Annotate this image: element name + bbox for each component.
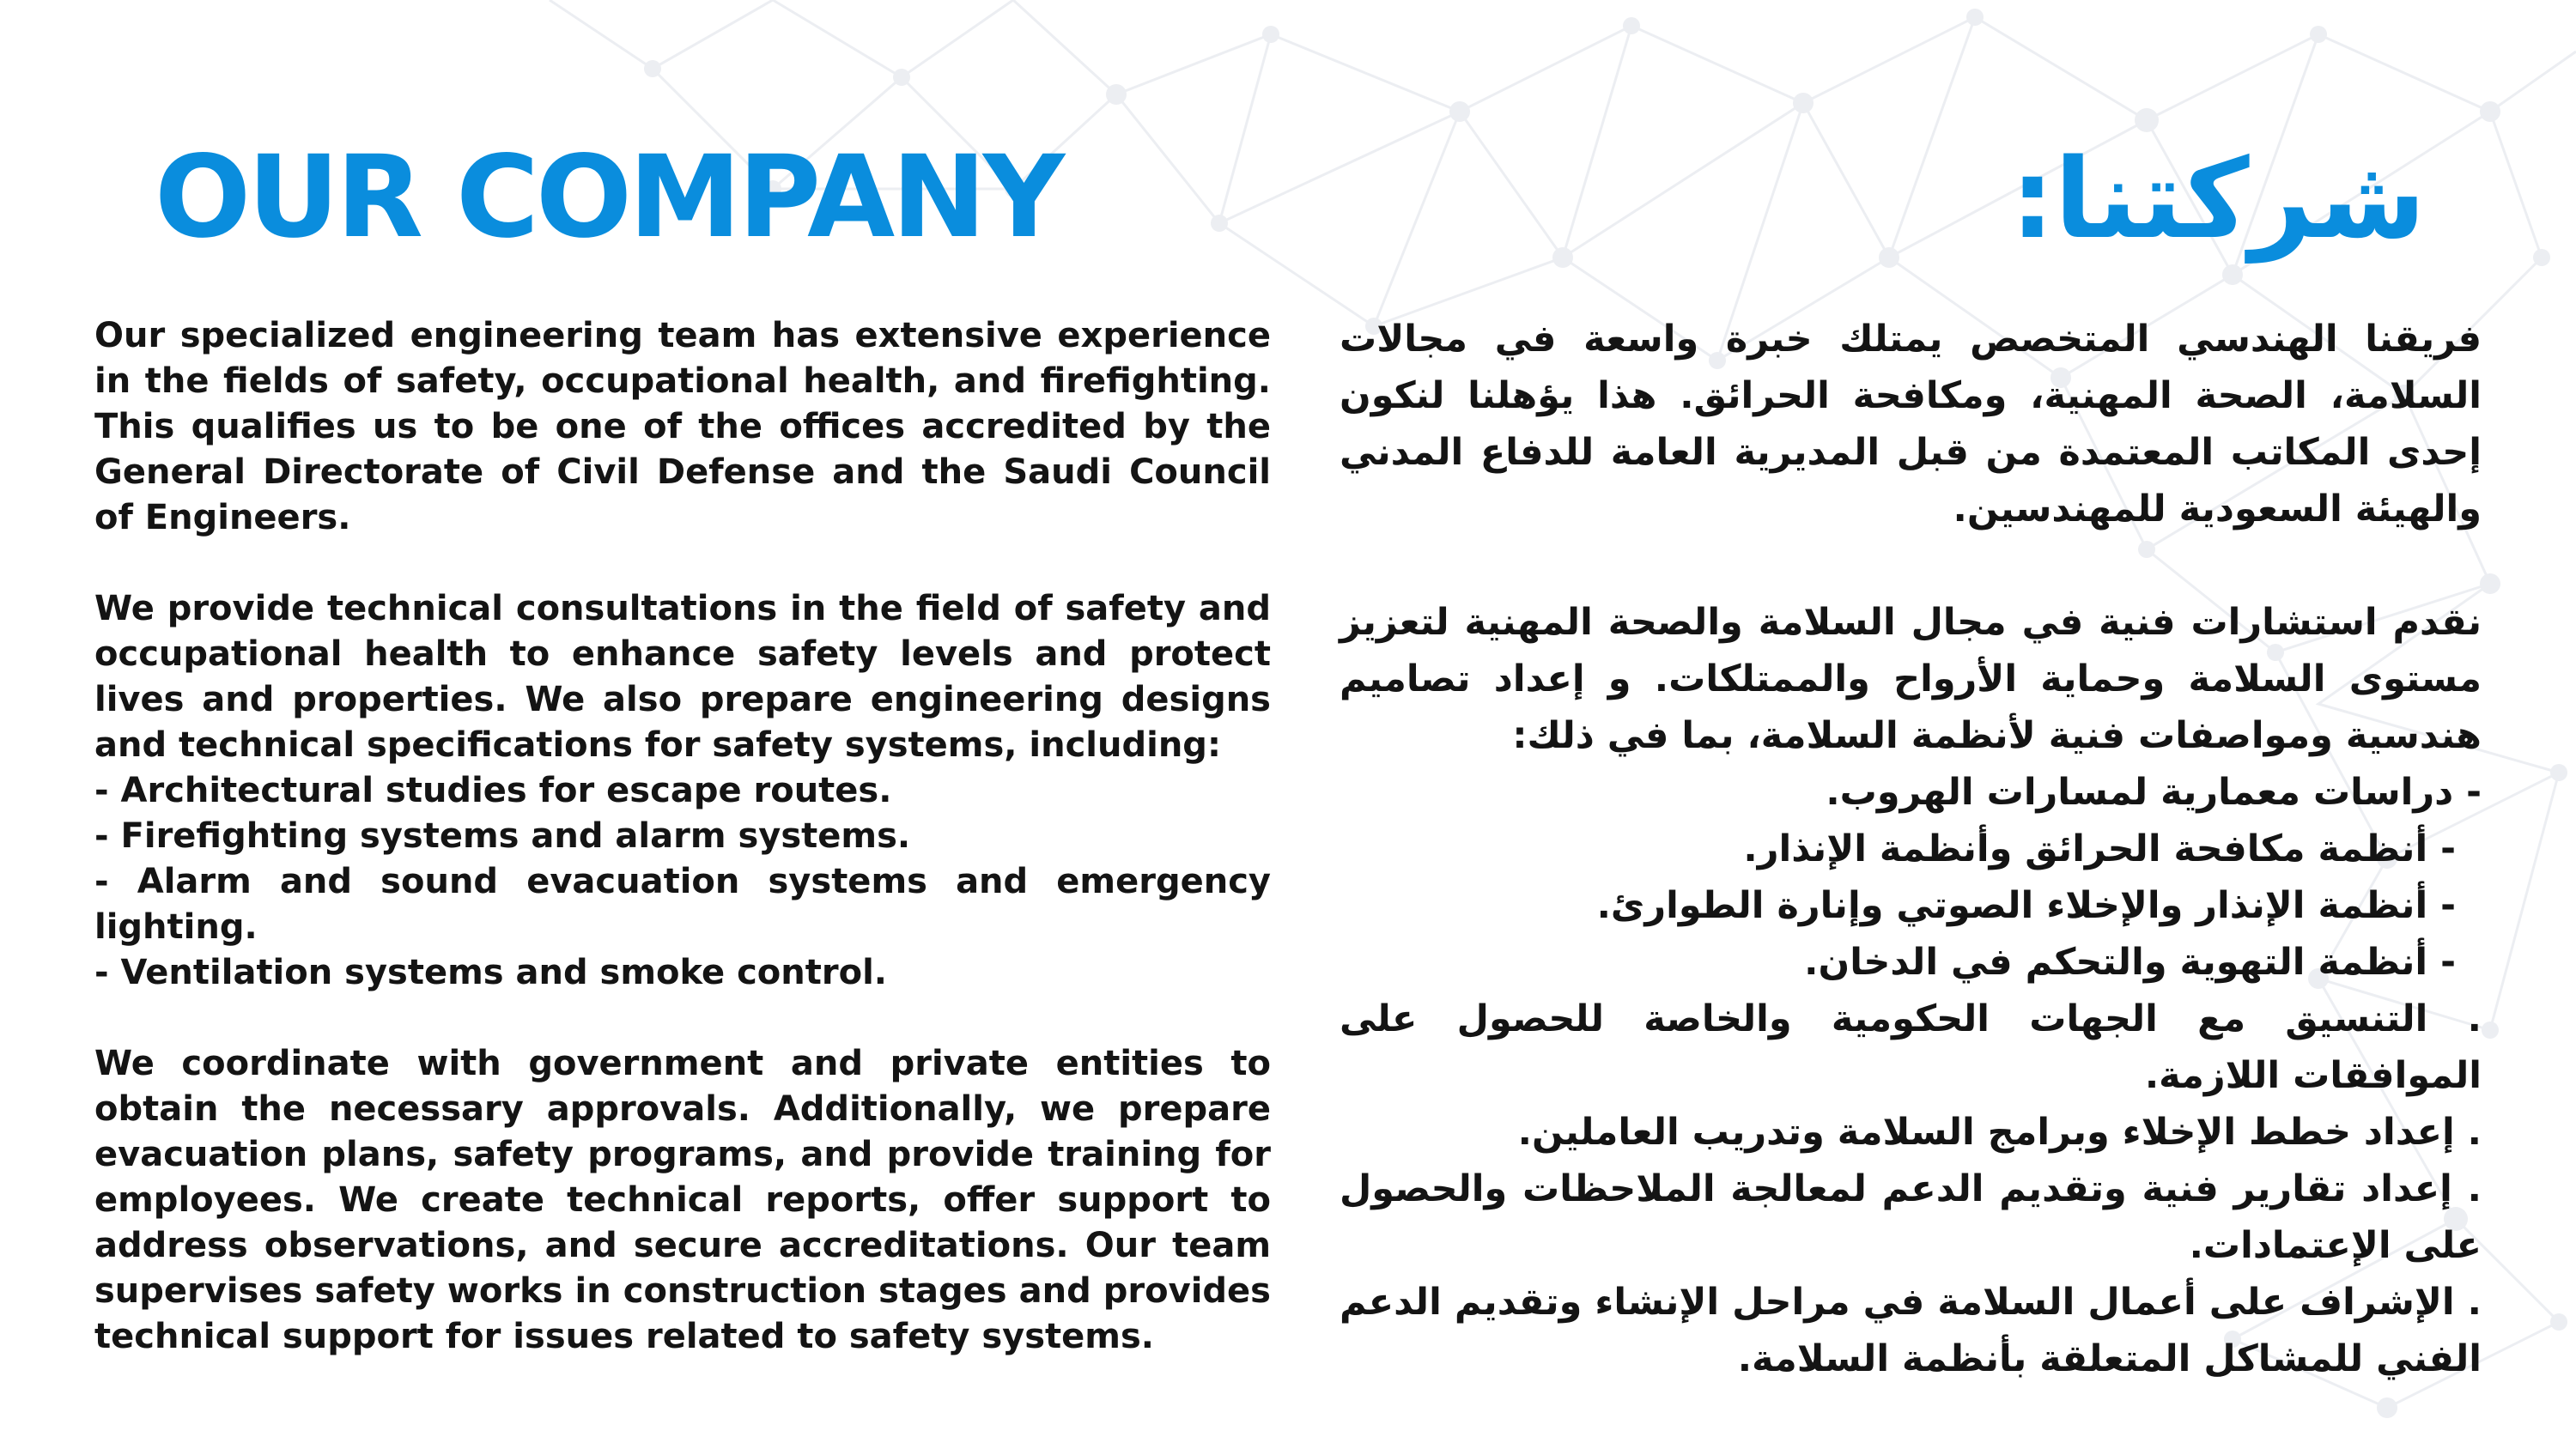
arabic-content-column xyxy=(1340,311,2482,1387)
arabic-point-item: . إعداد خطط الإخلاء وبرامج السلامة وتدريب العاملين. xyxy=(1517,1111,2482,1154)
arabic-intro-paragraph: فريقنا الهندسي المتخصص يمتلك خبرة واسعة في مجالات السلامة، الصحة المهنية، ومكافحة الحرائق. هذا يؤهلنا لنكون إحدى المكاتب المعتمدة من قبل المديرية العامة للدفاع المدني والهيئة السعودية للمهندسين. xyxy=(1340,318,2482,530)
english-service-item: - Alarm and sound evacuation systems and emergency lighting. xyxy=(94,862,1271,947)
english-coordination-paragraph: We coordinate with government and private entities to obtain the necessary approvals. Additionally, we prepare evacuation plans, safety programs, and provide training for employees. We create technical reports, offer support to address observations, and secure accreditations. Our team supervises safety works in construction stages and provides technical support for issues related to safety systems. xyxy=(94,1044,1271,1356)
arabic-service-item: - أنظمة الإنذار والإخلاء الصوتي وإنارة الطوارئ. xyxy=(1596,884,2456,927)
arabic-point-item: . التنسيق مع الجهات الحكومية والخاصة للحصول على الموافقات اللازمة. xyxy=(1340,997,2482,1097)
page-title-english: OUR COMPANY xyxy=(155,131,1062,264)
english-service-item: - Firefighting systems and alarm systems. xyxy=(94,816,911,856)
arabic-service-item: - أنظمة التهوية والتحكم في الدخان. xyxy=(1804,941,2456,984)
english-service-item: - Ventilation systems and smoke control. xyxy=(94,953,887,992)
arabic-services-block xyxy=(1340,594,2482,1387)
english-services-block xyxy=(94,586,1271,996)
page-title-arabic: شركتنا: xyxy=(2010,136,2426,264)
english-intro-paragraph: Our specialized engineering team has extensive experience in the fields of safety, occupational health, and firefighting. This qualifies us to be one of the offices accredited by the General Directorate of Civil Defense and the Saudi Council of Engineers. xyxy=(94,316,1271,537)
arabic-services-paragraph: نقدم استشارات فنية في مجال السلامة والصحة المهنية لتعزيز مستوى السلامة وحماية الأرواح والممتلكات. و إعداد تصاميم هندسية ومواصفات فنية لأنظمة السلامة، بما في ذلك: xyxy=(1340,601,2482,757)
arabic-point-item: . الإشراف على أعمال السلامة في مراحل الإنشاء وتقديم الدعم الفني للمشاكل المتعلقة بأنظمة السلامة. xyxy=(1340,1281,2482,1380)
english-content-column xyxy=(94,313,1271,1405)
arabic-service-item: - دراسات معمارية لمسارات الهروب. xyxy=(1826,771,2482,814)
arabic-service-item: - أنظمة مكافحة الحرائق وأنظمة الإنذار. xyxy=(1743,828,2456,870)
english-service-item: - Architectural studies for escape routes. xyxy=(94,771,892,810)
english-services-paragraph: We provide technical consultations in the field of safety and occupational health to enhance safety levels and protect lives and properties. We also prepare engineering designs and technical specifications for safety systems, including: xyxy=(94,589,1271,765)
arabic-point-item: . إعداد تقارير فنية وتقديم الدعم لمعالجة الملاحظات والحصول على الإعتمادات. xyxy=(1340,1167,2482,1267)
